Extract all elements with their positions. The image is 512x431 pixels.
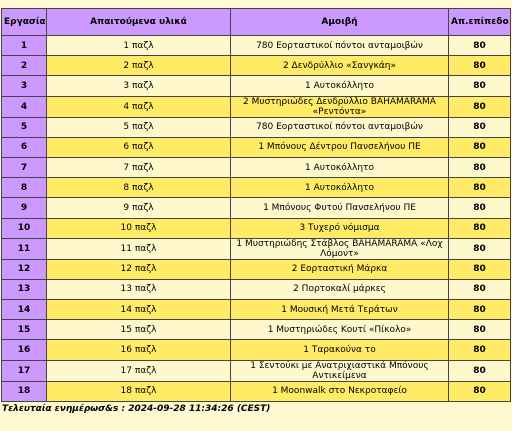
- header-row: [2, 9, 511, 36]
- reward-cell: 1 Μουσική Μετά Τεράτων: [231, 300, 449, 320]
- reward-cell: 3 Τυχερό νόμισμα: [231, 218, 449, 238]
- materials-cell: 13 παζλ: [47, 279, 231, 299]
- level-cell: 80: [449, 76, 511, 96]
- table-row: [2, 137, 511, 157]
- reward-cell: 1 Moonwalk στο Νεκροταφείο: [231, 381, 449, 401]
- table-row: [2, 279, 511, 299]
- level-cell: 80: [449, 360, 511, 381]
- task-number-cell: 6: [2, 137, 47, 157]
- table-row: [2, 238, 511, 259]
- level-cell: 80: [449, 117, 511, 137]
- level-cell: 80: [449, 96, 511, 117]
- table-row: [2, 300, 511, 320]
- reward-cell: 780 Εορταστικοί πόντοι ανταμοιβών: [231, 117, 449, 137]
- reward-cell: 1 Αυτοκόλλητο: [231, 178, 449, 198]
- level-cell: 80: [449, 259, 511, 279]
- table-row: [2, 96, 511, 117]
- table-row: [2, 198, 511, 218]
- reward-cell: 1 Ταρακούνα το: [231, 340, 449, 360]
- task-number-cell: 15: [2, 320, 47, 340]
- materials-cell: 9 παζλ: [47, 198, 231, 218]
- table-row: [2, 117, 511, 137]
- task-number-cell: 5: [2, 117, 47, 137]
- reward-cell: 1 Αυτοκόλλητο: [231, 76, 449, 96]
- table-row: [2, 340, 511, 360]
- level-cell: 80: [449, 238, 511, 259]
- task-number-cell: 13: [2, 279, 47, 299]
- level-cell: 80: [449, 340, 511, 360]
- task-number-cell: 10: [2, 218, 47, 238]
- reward-cell: 2 Μυστηριώδες Δενδρύλλιο BAHAMARAMA «Ρεντόντα»: [231, 96, 449, 117]
- level-cell: 80: [449, 157, 511, 177]
- task-number-cell: 14: [2, 300, 47, 320]
- task-number-cell: 17: [2, 360, 47, 381]
- level-cell: 80: [449, 320, 511, 340]
- task-number-cell: 18: [2, 381, 47, 401]
- materials-cell: 12 παζλ: [47, 259, 231, 279]
- reward-cell: 1 Σεντούκι με Ανατριχιαστικά Μπόνους Αντικείμενα: [231, 360, 449, 381]
- reward-cell: 2 Εορταστική Μάρκα: [231, 259, 449, 279]
- materials-cell: 11 παζλ: [47, 238, 231, 259]
- reward-cell: 1 Μπόνους Φυτού Πανσελήνου ΠΕ: [231, 198, 449, 218]
- materials-cell: 4 παζλ: [47, 96, 231, 117]
- task-number-cell: 16: [2, 340, 47, 360]
- materials-cell: 15 παζλ: [47, 320, 231, 340]
- table-row: [2, 218, 511, 238]
- tasks-table: [1, 8, 511, 402]
- header-task: Εργασία: [2, 9, 47, 36]
- table-row: [2, 36, 511, 56]
- task-number-cell: 3: [2, 76, 47, 96]
- level-cell: 80: [449, 300, 511, 320]
- reward-cell: 1 Αυτοκόλλητο: [231, 157, 449, 177]
- task-number-cell: 4: [2, 96, 47, 117]
- reward-cell: 1 Μυστηριώδες Κουτί «Πίκολο»: [231, 320, 449, 340]
- materials-cell: 7 παζλ: [47, 157, 231, 177]
- task-number-cell: 8: [2, 178, 47, 198]
- materials-cell: 8 παζλ: [47, 178, 231, 198]
- reward-cell: 2 Πορτοκαλί μάρκες: [231, 279, 449, 299]
- header-materials: Απαιτούμενα υλικά: [47, 9, 231, 36]
- materials-cell: 18 παζλ: [47, 381, 231, 401]
- task-number-cell: 2: [2, 56, 47, 76]
- table-row: [2, 381, 511, 401]
- table-row: [2, 178, 511, 198]
- materials-cell: 14 παζλ: [47, 300, 231, 320]
- materials-cell: 6 παζλ: [47, 137, 231, 157]
- table-row: [2, 360, 511, 381]
- level-cell: 80: [449, 279, 511, 299]
- table-row: [2, 56, 511, 76]
- materials-cell: 17 παζλ: [47, 360, 231, 381]
- last-updated: Τελευταία ενημέρωσ&s : 2024-09-28 11:34:26 (CEST): [2, 403, 271, 414]
- materials-cell: 1 παζλ: [47, 36, 231, 56]
- task-number-cell: 12: [2, 259, 47, 279]
- level-cell: 80: [449, 381, 511, 401]
- table-row: [2, 259, 511, 279]
- task-number-cell: 9: [2, 198, 47, 218]
- header-reward: Αμοιβή: [231, 9, 449, 36]
- materials-cell: 2 παζλ: [47, 56, 231, 76]
- level-cell: 80: [449, 56, 511, 76]
- reward-cell: 2 Δενδρύλλιο «Σανγκάη»: [231, 56, 449, 76]
- reward-cell: 780 Εορταστικοί πόντοι ανταμοιβών: [231, 36, 449, 56]
- table-row: [2, 320, 511, 340]
- level-cell: 80: [449, 198, 511, 218]
- level-cell: 80: [449, 218, 511, 238]
- task-number-cell: 1: [2, 36, 47, 56]
- materials-cell: 10 παζλ: [47, 218, 231, 238]
- materials-cell: 16 παζλ: [47, 340, 231, 360]
- materials-cell: 5 παζλ: [47, 117, 231, 137]
- table-row: [2, 157, 511, 177]
- reward-cell: 1 Μυστηριώδης Στάβλος BAHAMARAMA «Λοχ Λόμοντ»: [231, 238, 449, 259]
- table-row: [2, 76, 511, 96]
- level-cell: 80: [449, 178, 511, 198]
- header-level: Απ.επίπεδο: [449, 9, 511, 36]
- task-number-cell: 11: [2, 238, 47, 259]
- level-cell: 80: [449, 36, 511, 56]
- reward-cell: 1 Μπόνους Δέντρου Πανσελήνου ΠΕ: [231, 137, 449, 157]
- level-cell: 80: [449, 137, 511, 157]
- task-number-cell: 7: [2, 157, 47, 177]
- materials-cell: 3 παζλ: [47, 76, 231, 96]
